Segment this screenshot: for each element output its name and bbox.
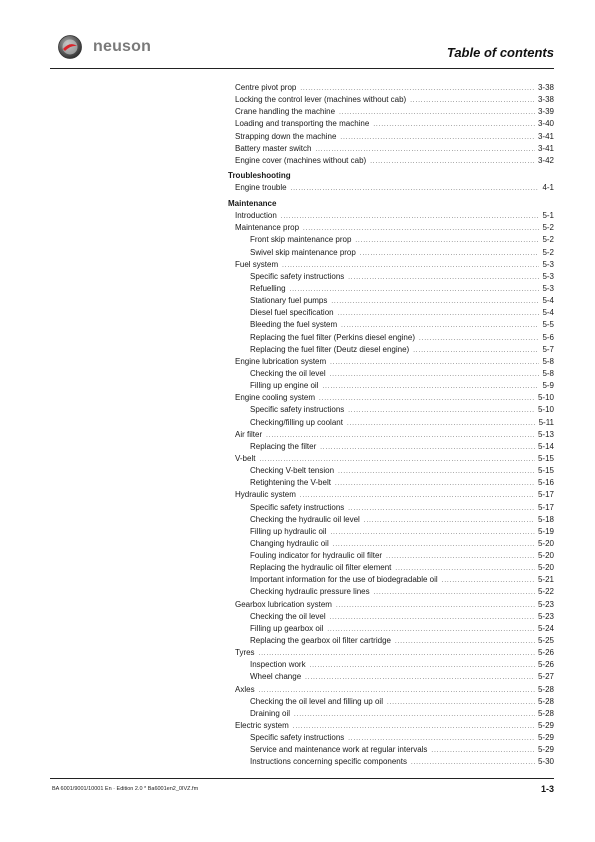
toc-entry[interactable] bbox=[228, 143, 554, 155]
toc-entry-title: Fuel system bbox=[235, 259, 279, 269]
toc-entry-title: Front skip maintenance prop bbox=[250, 235, 352, 245]
toc-entry-title: Maintenance prop bbox=[235, 223, 300, 233]
toc-entry-title: Checking hydraulic pressure lines bbox=[250, 587, 370, 597]
toc-entry-title: Specific safety instructions bbox=[250, 502, 345, 512]
toc-entry-page: 5-2 bbox=[542, 247, 554, 257]
toc-entry[interactable] bbox=[228, 514, 554, 526]
toc-entry[interactable] bbox=[228, 489, 554, 501]
toc-entry-title: Hydraulic system bbox=[235, 490, 296, 500]
toc-entry-title: Diesel fuel specification bbox=[250, 308, 334, 318]
toc-leader-dots bbox=[291, 183, 540, 195]
toc-entry-page: 5-15 bbox=[537, 453, 554, 463]
toc-entry-page: 5-3 bbox=[542, 283, 554, 293]
toc-entry-page: 5-28 bbox=[537, 696, 554, 706]
toc-entry-title: Loading and transporting the machine bbox=[235, 119, 370, 129]
toc-entry[interactable] bbox=[228, 380, 554, 392]
toc-leader-dots bbox=[364, 515, 535, 527]
toc-entry[interactable] bbox=[228, 368, 554, 380]
toc-entry[interactable] bbox=[228, 635, 554, 647]
brand-logo bbox=[58, 35, 151, 59]
toc-entry[interactable] bbox=[228, 344, 554, 356]
toc-entry-page: 5-9 bbox=[542, 381, 554, 391]
toc-entry-title: Locking the control lever (machines without cab) bbox=[235, 95, 407, 105]
toc-entry-page: 5-14 bbox=[537, 441, 554, 451]
toc-entry-page: 3-42 bbox=[537, 155, 554, 165]
toc-entry-title: Replacing the gearbox oil filter cartridge bbox=[250, 636, 391, 646]
toc-entry-page: 5-4 bbox=[542, 296, 554, 306]
toc-leader-dots bbox=[373, 119, 535, 131]
page-number: 1-3 bbox=[540, 784, 554, 794]
toc-entry-page: 3-39 bbox=[537, 107, 554, 117]
neuson-logo-icon bbox=[58, 35, 82, 59]
toc-entry[interactable] bbox=[228, 259, 554, 271]
toc-entry[interactable] bbox=[228, 222, 554, 234]
toc-leader-dots bbox=[294, 709, 535, 721]
toc-entry-page: 5-6 bbox=[542, 332, 554, 342]
toc-entry-title: Retightening the V-belt bbox=[250, 478, 331, 488]
toc-entry-page: 5-22 bbox=[537, 587, 554, 597]
toc-entry-page: 3-41 bbox=[537, 143, 554, 153]
toc-entry[interactable] bbox=[228, 234, 554, 246]
toc-entry[interactable] bbox=[228, 659, 554, 671]
toc-entry-page: 5-17 bbox=[537, 502, 554, 512]
toc-entry-page: 5-29 bbox=[537, 733, 554, 743]
toc-entry-page: 4-1 bbox=[542, 183, 554, 193]
toc-entry[interactable] bbox=[228, 283, 554, 295]
toc-leader-dots bbox=[338, 308, 540, 320]
header-divider bbox=[50, 68, 554, 69]
toc-entry[interactable] bbox=[228, 562, 554, 574]
toc-entry[interactable] bbox=[228, 586, 554, 598]
toc-entry[interactable] bbox=[228, 404, 554, 416]
toc-entry[interactable] bbox=[228, 611, 554, 623]
toc-leader-dots bbox=[331, 296, 539, 308]
toc-entry-page: 5-20 bbox=[537, 563, 554, 573]
toc-entry-title: Checking/filling up coolant bbox=[250, 417, 343, 427]
toc-leader-dots bbox=[336, 600, 535, 612]
toc-entry-page: 5-23 bbox=[537, 611, 554, 621]
toc-entry-title: Specific safety instructions bbox=[250, 405, 345, 415]
toc-entry[interactable] bbox=[228, 210, 554, 222]
toc-entry-title: Draining oil bbox=[250, 708, 291, 718]
toc-entry[interactable] bbox=[228, 155, 554, 167]
toc-entry-page: 5-5 bbox=[542, 320, 554, 330]
toc-entry-title: Important information for the use of biodegradable oil bbox=[250, 575, 438, 585]
toc-entry-page: 5-16 bbox=[537, 478, 554, 488]
toc-entry[interactable] bbox=[228, 671, 554, 683]
toc-entry-title: Checking the hydraulic oil level bbox=[250, 514, 360, 524]
toc-leader-dots bbox=[330, 527, 535, 539]
toc-entry-title: Checking the oil level bbox=[250, 611, 326, 621]
toc-leader-dots bbox=[340, 132, 535, 144]
toc-entry[interactable] bbox=[228, 295, 554, 307]
toc-entry[interactable] bbox=[228, 118, 554, 130]
toc-entry[interactable] bbox=[228, 502, 554, 514]
toc-entry-page: 5-20 bbox=[537, 551, 554, 561]
toc-leader-dots bbox=[410, 95, 535, 107]
toc-entry-title: Gearbox lubrication system bbox=[235, 599, 332, 609]
toc-entry-page: 5-21 bbox=[537, 575, 554, 585]
toc-entry-title: Introduction bbox=[235, 211, 277, 221]
toc-entry[interactable] bbox=[228, 538, 554, 550]
toc-entry-title: Wheel change bbox=[250, 672, 302, 682]
toc-entry[interactable] bbox=[228, 684, 554, 696]
toc-entry[interactable] bbox=[228, 247, 554, 259]
toc-entry-page: 5-29 bbox=[537, 745, 554, 755]
toc-entry[interactable] bbox=[228, 332, 554, 344]
toc-entry-page: 5-13 bbox=[537, 429, 554, 439]
toc-entry-page: 5-20 bbox=[537, 538, 554, 548]
toc-leader-dots bbox=[348, 405, 535, 417]
toc-entry-title: Inspection work bbox=[250, 660, 306, 670]
toc-leader-dots bbox=[347, 418, 536, 430]
toc-leader-dots bbox=[411, 757, 535, 769]
toc-entry[interactable] bbox=[228, 526, 554, 538]
toc-entry-title: Filling up engine oil bbox=[250, 381, 319, 391]
toc-leader-dots bbox=[281, 211, 540, 223]
toc-entry[interactable] bbox=[228, 550, 554, 562]
toc-entry-page: 5-23 bbox=[537, 599, 554, 609]
toc-entry-title: Replacing the fuel filter (Deutz diesel engine) bbox=[250, 344, 410, 354]
toc-entry[interactable] bbox=[228, 429, 554, 441]
toc-entry-page: 5-8 bbox=[542, 368, 554, 378]
toc-leader-dots bbox=[355, 235, 539, 247]
page-header bbox=[0, 0, 595, 75]
toc-entry-page: 5-28 bbox=[537, 708, 554, 718]
toc-entry[interactable] bbox=[228, 465, 554, 477]
toc-entry[interactable] bbox=[228, 453, 554, 465]
toc-entry-page: 5-30 bbox=[537, 757, 554, 767]
toc-entry-page: 5-19 bbox=[537, 526, 554, 536]
toc-entry[interactable] bbox=[228, 319, 554, 331]
toc-entry-title: Filling up gearbox oil bbox=[250, 623, 324, 633]
toc-entry-page: 5-7 bbox=[542, 344, 554, 354]
toc-entry-title: Replacing the filter bbox=[250, 441, 317, 451]
toc-leader-dots bbox=[419, 333, 539, 345]
toc-entry-page: 5-25 bbox=[537, 636, 554, 646]
toc-entry-title: Electric system bbox=[235, 721, 289, 731]
toc-entry-title: Stationary fuel pumps bbox=[250, 296, 328, 306]
toc-leader-dots bbox=[431, 745, 535, 757]
toc-entry-page: 3-38 bbox=[537, 83, 554, 92]
toc-entry-title: Replacing the fuel filter (Perkins diesel engine) bbox=[250, 332, 415, 342]
toc-leader-dots bbox=[387, 697, 535, 709]
toc-entry-title: Engine lubrication system bbox=[235, 356, 327, 366]
toc-entry-title: Battery master switch bbox=[235, 143, 312, 153]
toc-leader-dots bbox=[320, 442, 535, 454]
toc-entry[interactable] bbox=[228, 441, 554, 453]
toc-entry-page: 5-3 bbox=[542, 259, 554, 269]
toc-entry[interactable] bbox=[228, 106, 554, 118]
section-heading-troubleshooting: Troubleshooting bbox=[228, 170, 291, 180]
toc-entry-title: Checking V-belt tension bbox=[250, 466, 335, 476]
toc-entry-title: Tyres bbox=[235, 648, 255, 658]
toc-entry-page: 5-18 bbox=[537, 514, 554, 524]
toc-entry-title: Fouling indicator for hydraulic oil filter bbox=[250, 551, 383, 561]
toc-entry-page: 5-8 bbox=[542, 356, 554, 366]
toc-entry-page: 5-1 bbox=[542, 211, 554, 221]
toc-entry-page: 5-24 bbox=[537, 623, 554, 633]
toc-entry-page: 5-26 bbox=[537, 660, 554, 670]
toc-entry-page: 5-10 bbox=[537, 405, 554, 415]
toc-entry-title: Replacing the hydraulic oil filter element bbox=[250, 563, 392, 573]
toc-entry-page: 5-11 bbox=[538, 417, 554, 427]
toc-entry-page: 5-3 bbox=[542, 271, 554, 281]
toc-entry-page: 3-38 bbox=[537, 95, 554, 105]
toc-leader-dots bbox=[386, 551, 535, 563]
toc-leader-dots bbox=[310, 660, 535, 672]
toc-entry-title: Swivel skip maintenance prop bbox=[250, 247, 356, 257]
toc-entry-title: V-belt bbox=[235, 453, 256, 463]
toc-entry-page: 5-15 bbox=[537, 466, 554, 476]
brand-name: neuson bbox=[93, 38, 152, 55]
footer-divider bbox=[50, 778, 554, 779]
toc-entry-title: Service and maintenance work at regular intervals bbox=[250, 745, 428, 755]
toc-leader-dots bbox=[348, 503, 535, 515]
toc-entry[interactable] bbox=[228, 307, 554, 319]
toc-entry[interactable] bbox=[228, 647, 554, 659]
toc-entry-title: Changing hydraulic oil bbox=[250, 538, 329, 548]
toc-entry-title: Air filter bbox=[235, 429, 263, 439]
toc-entry-title: Crane handling the machine bbox=[235, 107, 336, 117]
toc-entry[interactable] bbox=[228, 744, 554, 756]
toc-entry-title: Centre pivot prop bbox=[235, 83, 297, 92]
section-heading-maintenance: Maintenance bbox=[228, 198, 277, 208]
toc-entry-title: Instructions concerning specific components bbox=[250, 757, 407, 767]
toc-entry[interactable] bbox=[228, 94, 554, 106]
toc-entry-title: Strapping down the machine bbox=[235, 131, 337, 141]
toc-entry-page: 5-17 bbox=[537, 490, 554, 500]
toc-entry-page: 5-29 bbox=[537, 721, 554, 731]
toc-entry-title: Filling up hydraulic oil bbox=[250, 526, 327, 536]
toc-entry-page: 5-10 bbox=[537, 393, 554, 403]
toc-entry-title: Specific safety instructions bbox=[250, 733, 345, 743]
toc-entry-title: Bleeding the fuel system bbox=[250, 320, 338, 330]
toc-leader-dots bbox=[442, 575, 535, 587]
toc-entry-page: 5-26 bbox=[537, 648, 554, 658]
toc-entry[interactable] bbox=[228, 599, 554, 611]
toc-entry[interactable] bbox=[228, 623, 554, 635]
toc-leader-dots bbox=[319, 393, 535, 405]
toc-leader-dots bbox=[395, 636, 535, 648]
toc-entry[interactable] bbox=[228, 82, 554, 94]
toc-leader-dots bbox=[338, 466, 535, 478]
page-title: Table of contents bbox=[446, 45, 554, 60]
toc-leader-dots bbox=[330, 612, 535, 624]
toc-entry[interactable] bbox=[228, 417, 554, 429]
toc-entry[interactable] bbox=[228, 392, 554, 404]
toc-entry[interactable] bbox=[228, 356, 554, 368]
toc-entry-page: 5-2 bbox=[542, 235, 554, 245]
toc-leader-dots bbox=[330, 357, 539, 369]
toc-entry[interactable] bbox=[228, 271, 554, 283]
toc-entry-title: Specific safety instructions bbox=[250, 271, 345, 281]
toc-entry[interactable] bbox=[228, 708, 554, 720]
toc-entry-page: 3-40 bbox=[537, 119, 554, 129]
toc-leader-dots bbox=[360, 248, 540, 260]
toc-entry[interactable] bbox=[228, 477, 554, 489]
toc-leader-dots bbox=[330, 369, 540, 381]
toc-entry[interactable] bbox=[228, 720, 554, 732]
toc-entry-page: 5-4 bbox=[542, 308, 554, 318]
toc-entry-title: Engine cover (machines without cab) bbox=[235, 155, 367, 165]
toc-entry-title: Engine trouble bbox=[235, 183, 287, 193]
toc-leader-dots bbox=[348, 272, 539, 284]
toc-entry[interactable] bbox=[228, 574, 554, 586]
toc-leader-dots bbox=[374, 587, 535, 599]
toc-leader-dots bbox=[370, 156, 535, 168]
toc-entry-title: Axles bbox=[235, 684, 255, 694]
table-of-contents bbox=[228, 82, 554, 769]
toc-leader-dots bbox=[413, 345, 539, 357]
toc-entry-title: Refuelling bbox=[250, 283, 286, 293]
toc-entry[interactable] bbox=[228, 696, 554, 708]
toc-entry-page: 5-2 bbox=[542, 223, 554, 233]
toc-entry[interactable] bbox=[228, 732, 554, 744]
toc-entry-title: Checking the oil level bbox=[250, 368, 326, 378]
toc-entry-page: 3-41 bbox=[537, 131, 554, 141]
toc-entry-page: 5-27 bbox=[537, 672, 554, 682]
document-reference: BA 6001/9001/10001 En · Edition 2.0 * Ba6001en2_0IVZ.fm bbox=[52, 786, 199, 792]
toc-entry-page: 5-28 bbox=[537, 684, 554, 694]
toc-leader-dots bbox=[305, 672, 535, 684]
toc-entry[interactable] bbox=[228, 131, 554, 143]
toc-entry-title: Engine cooling system bbox=[235, 393, 316, 403]
toc-leader-dots bbox=[335, 478, 535, 490]
toc-entry[interactable] bbox=[228, 756, 554, 768]
toc-entry[interactable] bbox=[228, 182, 554, 194]
toc-leader-dots bbox=[323, 381, 540, 393]
toc-entry-title: Checking the oil level and filling up oil bbox=[250, 696, 383, 706]
